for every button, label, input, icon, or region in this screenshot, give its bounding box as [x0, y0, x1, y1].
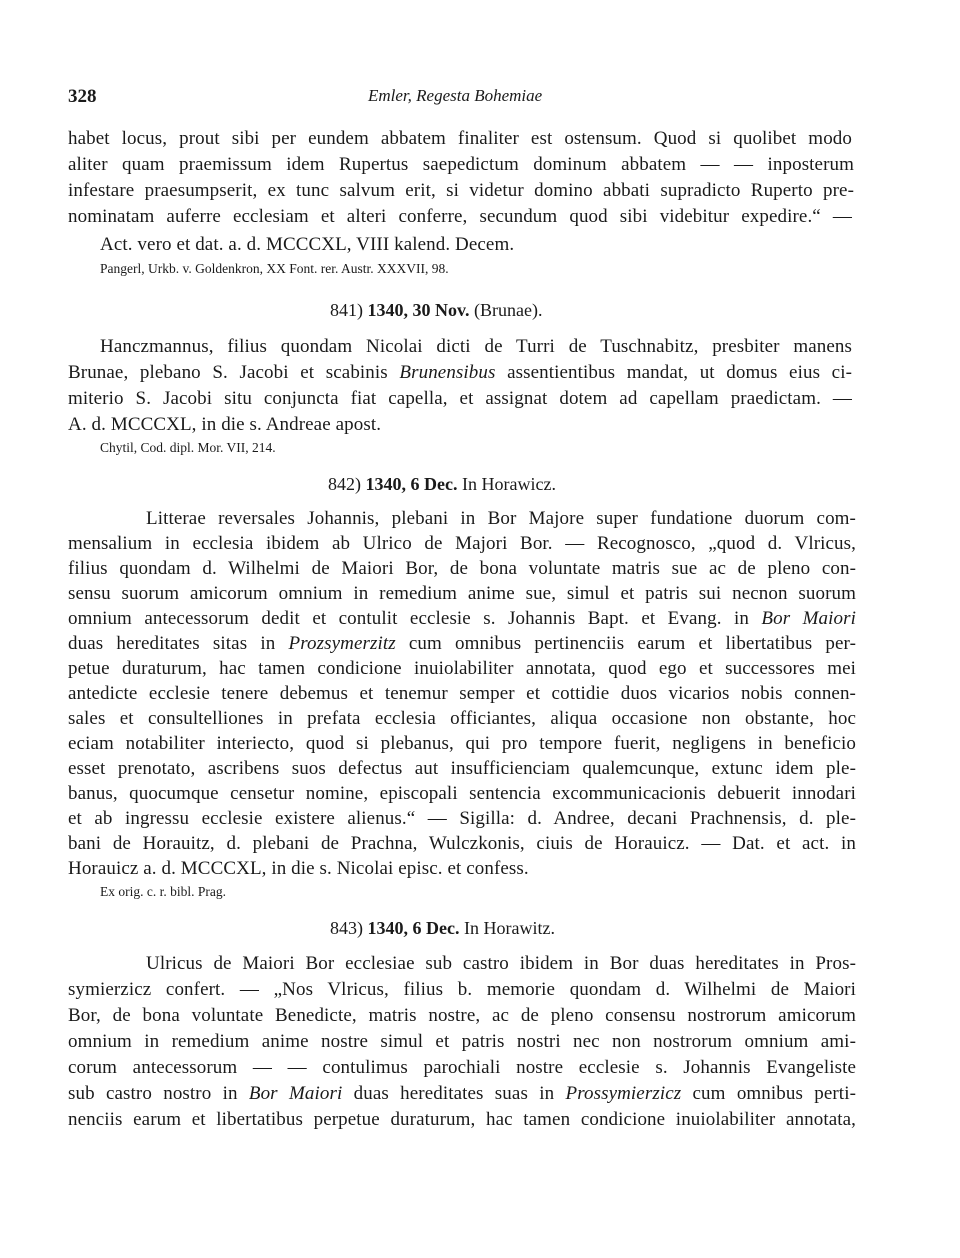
entry-heading	[330, 300, 542, 321]
text-line: eciam notabiliter interiecto, quod si plebanus, qui pro tempore fuerit, negligens in beneficio	[68, 733, 856, 754]
text-line: symierzicz confert. — „Nos Vlricus, filius b. memorie quondam d. Wilhelmi de Maiori	[68, 979, 856, 1000]
text-line: Ulricus de Maiori Bor ecclesiae sub castro ibidem in Bor duas hereditates in Pros-	[146, 953, 856, 974]
source-citation: Chytil, Cod. dipl. Mor. VII, 214.	[100, 440, 276, 455]
text-line: sales et consultelliones in prefata ecclesia officiantes, aliqua occasione non obstante, hoc	[68, 708, 856, 729]
entry-number: 842)	[328, 474, 361, 494]
text-line: nenciis earum et libertatibus perpetue duraturum, hac tamen condicione inuiolabiliter annotata,	[68, 1109, 856, 1130]
text-line: sensu suorum amicorum omnium in remedium anime sue, simul et patris sui necnon suorum	[68, 583, 856, 604]
text-line: A. d. MCCCXL, in die s. Andreae apost.	[68, 414, 382, 435]
text-line: corum antecessorum — — contulimus parochiali nostre ecclesie s. Johannis Evangeliste	[68, 1057, 856, 1078]
text-line: esset prenotato, ascribens suos defectus aut insufficienciam qualemcunque, extunc idem ple-	[68, 758, 856, 779]
entry-number: 843)	[330, 918, 363, 938]
text-line: mensalium in ecclesia ibidem ab Ulrico de Majori Bor. — Recognosco, „quod d. Vlricus,	[68, 533, 856, 554]
entry-date: 1340, 30 Nov.	[367, 300, 470, 320]
text-line: nominatam auferre ecclesiam et alteri conferre, secundum quod sibi videbitur expedire.“ —	[68, 206, 852, 227]
text-line: Horauicz a. d. MCCCXL, in die s. Nicolai episc. et confess.	[68, 858, 529, 879]
text-line: antedicte ecclesie tenere debemus et tenemur semper et cottidie duos vicarios nobis connen-	[68, 683, 856, 704]
entry-place: (Brunae).	[474, 300, 543, 320]
text-line: Act. vero et dat. a. d. MCCCXL, VIII kalend. Decem.	[100, 234, 515, 255]
entry-date: 1340, 6 Dec.	[367, 918, 460, 938]
text-line: et ab ingressu ecclesie existere alienus.“ — Sigilla: d. Andree, decani Prachnensis, d. ple-	[68, 808, 856, 829]
text-line: omnium antecessorum dedit et contulit ecclesie s. Johannis Bapt. et Evang. in Bor Maiori	[68, 608, 857, 629]
text-line: banus, quocumque censetur nomine, episcopali sentencia excommunicacionis debuerit innodari	[68, 783, 856, 804]
text-line: aliter quam praemissum idem Rupertus saepedictum dominum abbatem — — inposterum	[68, 154, 854, 175]
source-citation: Pangerl, Urkb. v. Goldenkron, XX Font. rer. Austr. XXXVII, 98.	[100, 261, 449, 276]
text-line: miterio S. Jacobi situ conjuncta fiat capella, et assignat dotem ad capellam praedictam. —	[68, 388, 852, 409]
text-line: petue duraturum, hac tamen condicione inuiolabiliter annotata, quod ego et successores mei	[68, 658, 856, 679]
text-line: sub castro nostro in Bor Maiori duas hereditates suas in Prossymierzicz cum omnibus perti-	[68, 1083, 856, 1104]
text-line: duas hereditates sitas in Prozsymerzitz cum omnibus pertinenciis earum et libertatibus per-	[68, 633, 857, 654]
source-citation: Ex orig. c. r. bibl. Prag.	[100, 884, 226, 899]
text-line: Brunae, plebano S. Jacobi et scabinis Brunensibus assentientibus mandat, ut domus eius ci-	[68, 362, 853, 383]
text-line: habet locus, prout sibi per eundem abbatem finaliter est ostensum. Quod si quolibet modo	[68, 128, 852, 149]
text-line: Bor, de bona voluntate Benedicte, matris nostre, ac de pleno consensu nostrorum amicorum	[68, 1005, 856, 1026]
running-title: Emler, Regesta Bohemiae	[368, 86, 543, 105]
text-line: infestare praesumpserit, ex tunc salvum erit, si videtur domino abbati supradicto Ruperto pre-	[68, 180, 854, 201]
page-header	[68, 86, 868, 112]
text-line: Hanczmannus, filius quondam Nicolai dicti de Turri de Tuschnabitz, presbiter manens	[100, 336, 852, 357]
text-line: omnium in remedium anime nostre simul et patris nostri nec non nostrorum omnium ami-	[68, 1031, 856, 1052]
page-number: 328	[68, 86, 97, 107]
entry-number: 841)	[330, 300, 363, 320]
entry-heading	[330, 918, 555, 939]
entry-heading	[328, 474, 556, 495]
entry-place: In Horawitz.	[463, 918, 555, 938]
entry-place: In Horawicz.	[461, 474, 556, 494]
text-line: Litterae reversales Johannis, plebani in Bor Majore super fundatione duorum com-	[146, 508, 856, 529]
entry-date: 1340, 6 Dec.	[365, 474, 458, 494]
text-line: filius quondam d. Wilhelmi de Maiori Bor, de bona voluntate matris sue ac de pleno con-	[68, 558, 856, 579]
text-line: bani de Horauitz, d. plebani de Prachna, Wulczkonis, ciuis de Horauicz. — Dat. et act. in	[68, 833, 856, 854]
